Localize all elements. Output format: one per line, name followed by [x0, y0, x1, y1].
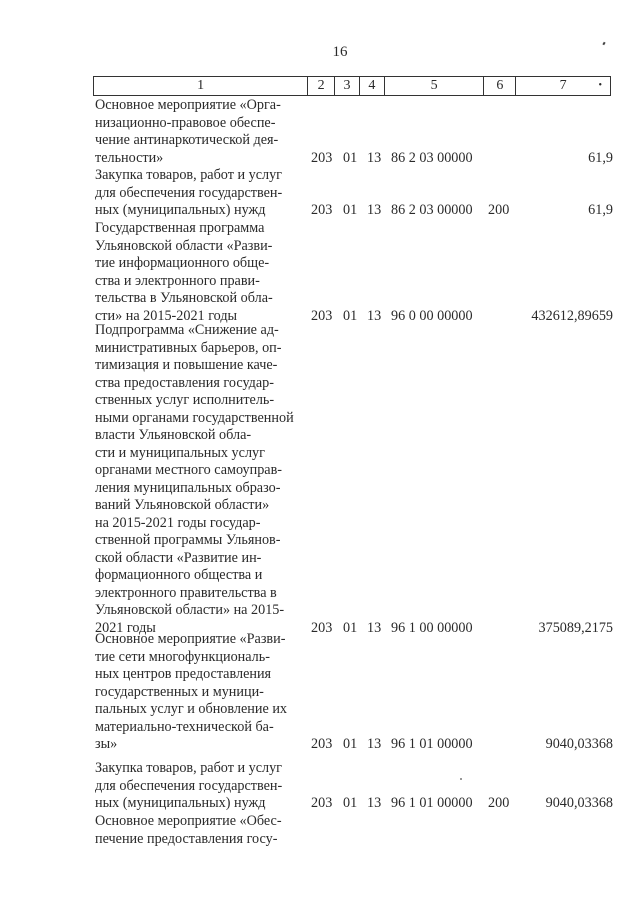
code-pr: 13: [367, 795, 382, 811]
row-amount: 375089,2175: [538, 619, 613, 636]
description-line: пальных услуг и обновление их: [95, 701, 288, 717]
code-csr: 96 1 01 00000: [391, 736, 473, 752]
row-codes: [311, 736, 518, 754]
description-line: Ульяновской области «Разви-: [95, 237, 273, 254]
code-grbs: 203: [311, 736, 333, 752]
description-line: ваний Ульяновской области»: [95, 497, 270, 513]
header-col-7: 7 •: [559, 78, 602, 93]
description-line: ных (муниципальных) нужд: [95, 202, 266, 218]
table-row: [93, 760, 613, 813]
description-line: тие информационного обще-: [95, 255, 270, 271]
row-codes: [311, 795, 518, 813]
description-line: Основное мероприятие «Орга-: [95, 97, 281, 113]
row-amount: 432612,89659: [531, 307, 613, 324]
description-line: на 2015-2021 годы государ-: [95, 514, 261, 531]
description-line: материально-технической ба-: [95, 718, 274, 735]
row-codes: [311, 150, 518, 168]
description-line: Закупка товаров, работ и услуг: [95, 760, 282, 776]
description-line: формационного общества и: [95, 567, 263, 583]
description-line: тельности»: [95, 149, 164, 166]
description-line: сти и муниципальных услуг: [95, 444, 265, 461]
code-pr: 13: [367, 307, 382, 324]
description-line: тельства в Ульяновской обла-: [95, 290, 273, 306]
description-line: Ульяновской области» на 2015-: [95, 602, 285, 618]
description-line: электронного правительства в: [95, 584, 277, 601]
description-line: Закупка товаров, работ и услуг: [95, 167, 282, 183]
description-line: ления муниципальных образо-: [95, 479, 281, 496]
description-line: государственных и муници-: [95, 683, 264, 700]
row-amount: 9040,03368: [545, 736, 613, 752]
table-header-row: [93, 76, 611, 96]
description-line: тие сети многофункциональ-: [95, 648, 270, 665]
header-col-2: 2: [308, 77, 335, 95]
row-description: [95, 760, 302, 813]
description-line: ства и электронного прави-: [95, 272, 260, 289]
code-pr: 13: [367, 149, 382, 166]
table-row: [93, 813, 613, 848]
description-line: сти» на 2015-2021 годы: [95, 307, 238, 324]
code-grbs: 203: [311, 619, 333, 636]
description-line: для обеспечения государствен-: [95, 777, 283, 794]
description-line: ных центров предоставления: [95, 666, 272, 682]
code-rz: 01: [343, 619, 358, 636]
page-number: 16: [332, 44, 348, 60]
code-grbs: 203: [311, 149, 333, 166]
row-amount: 61,9: [588, 149, 613, 166]
description-line: власти Ульяновской обла-: [95, 427, 252, 443]
row-description: [95, 322, 302, 637]
code-rz: 01: [343, 736, 358, 752]
code-csr: 96 1 00 00000: [391, 619, 473, 636]
description-line: низационно-правовое обеспе-: [95, 114, 276, 131]
table-row: [93, 631, 613, 754]
code-rz: 01: [343, 202, 358, 218]
description-line: 2021 годы: [95, 619, 156, 636]
code-rz: 01: [343, 149, 358, 166]
description-line: Подпрограмма «Снижение ад-: [95, 322, 279, 338]
description-line: для обеспечения государствен-: [95, 184, 283, 201]
description-line: Основное мероприятие «Обес-: [95, 813, 282, 829]
description-line: Государственная программа: [95, 220, 265, 236]
header-col-1: 1: [94, 77, 308, 95]
description-line: органами местного самоуправ-: [95, 462, 283, 478]
header-col-5: 5: [385, 77, 485, 95]
row-description: [95, 220, 302, 325]
header-col-6: 6: [484, 77, 516, 95]
table-row: [93, 220, 613, 325]
code-rz: 01: [343, 307, 358, 324]
table-row: [93, 167, 613, 220]
code-grbs: 203: [311, 307, 333, 324]
table-row: [93, 322, 613, 637]
code-vr: 200: [488, 795, 510, 811]
row-description: [95, 631, 302, 754]
description-line: печение предоставления госу-: [95, 830, 278, 847]
code-csr: 86 2 03 00000: [391, 202, 473, 218]
description-line: Основное мероприятие «Разви-: [95, 631, 286, 647]
description-line: тимизация и повышение каче-: [95, 357, 278, 373]
scan-mark: •: [598, 80, 602, 91]
row-description: [95, 97, 302, 167]
description-line: министративных барьеров, оп-: [95, 339, 282, 356]
description-line: зы»: [95, 736, 118, 752]
code-csr: 96 0 00 00000: [391, 307, 473, 324]
code-csr: 86 2 03 00000: [391, 149, 473, 166]
description-line: ными органами государственной: [95, 409, 294, 426]
code-pr: 13: [367, 202, 382, 218]
code-vr: 200: [488, 202, 510, 218]
description-line: чение антинаркотической дея-: [95, 132, 279, 148]
row-amount: 9040,03368: [545, 795, 613, 811]
description-line: ской области «Развитие ин-: [95, 549, 262, 566]
description-line: ственных услуг исполнитель-: [95, 392, 275, 408]
scan-speck: [602, 42, 605, 46]
code-csr: 96 1 01 00000: [391, 795, 473, 811]
description-line: ства предоставления государ-: [95, 374, 274, 391]
description-line: ных (муниципальных) нужд: [95, 795, 266, 811]
row-amount: 61,9: [588, 202, 613, 218]
header-col-4: 4: [360, 77, 385, 95]
row-description: [95, 813, 302, 848]
row-codes: [311, 202, 518, 220]
code-grbs: 203: [311, 795, 333, 811]
header-col-3: 3: [335, 77, 360, 95]
row-description: [95, 167, 302, 220]
code-pr: 13: [367, 736, 382, 752]
code-pr: 13: [367, 619, 382, 636]
description-line: ственной программы Ульянов-: [95, 532, 281, 548]
code-grbs: 203: [311, 202, 333, 218]
code-rz: 01: [343, 795, 358, 811]
table-row: [93, 97, 613, 167]
